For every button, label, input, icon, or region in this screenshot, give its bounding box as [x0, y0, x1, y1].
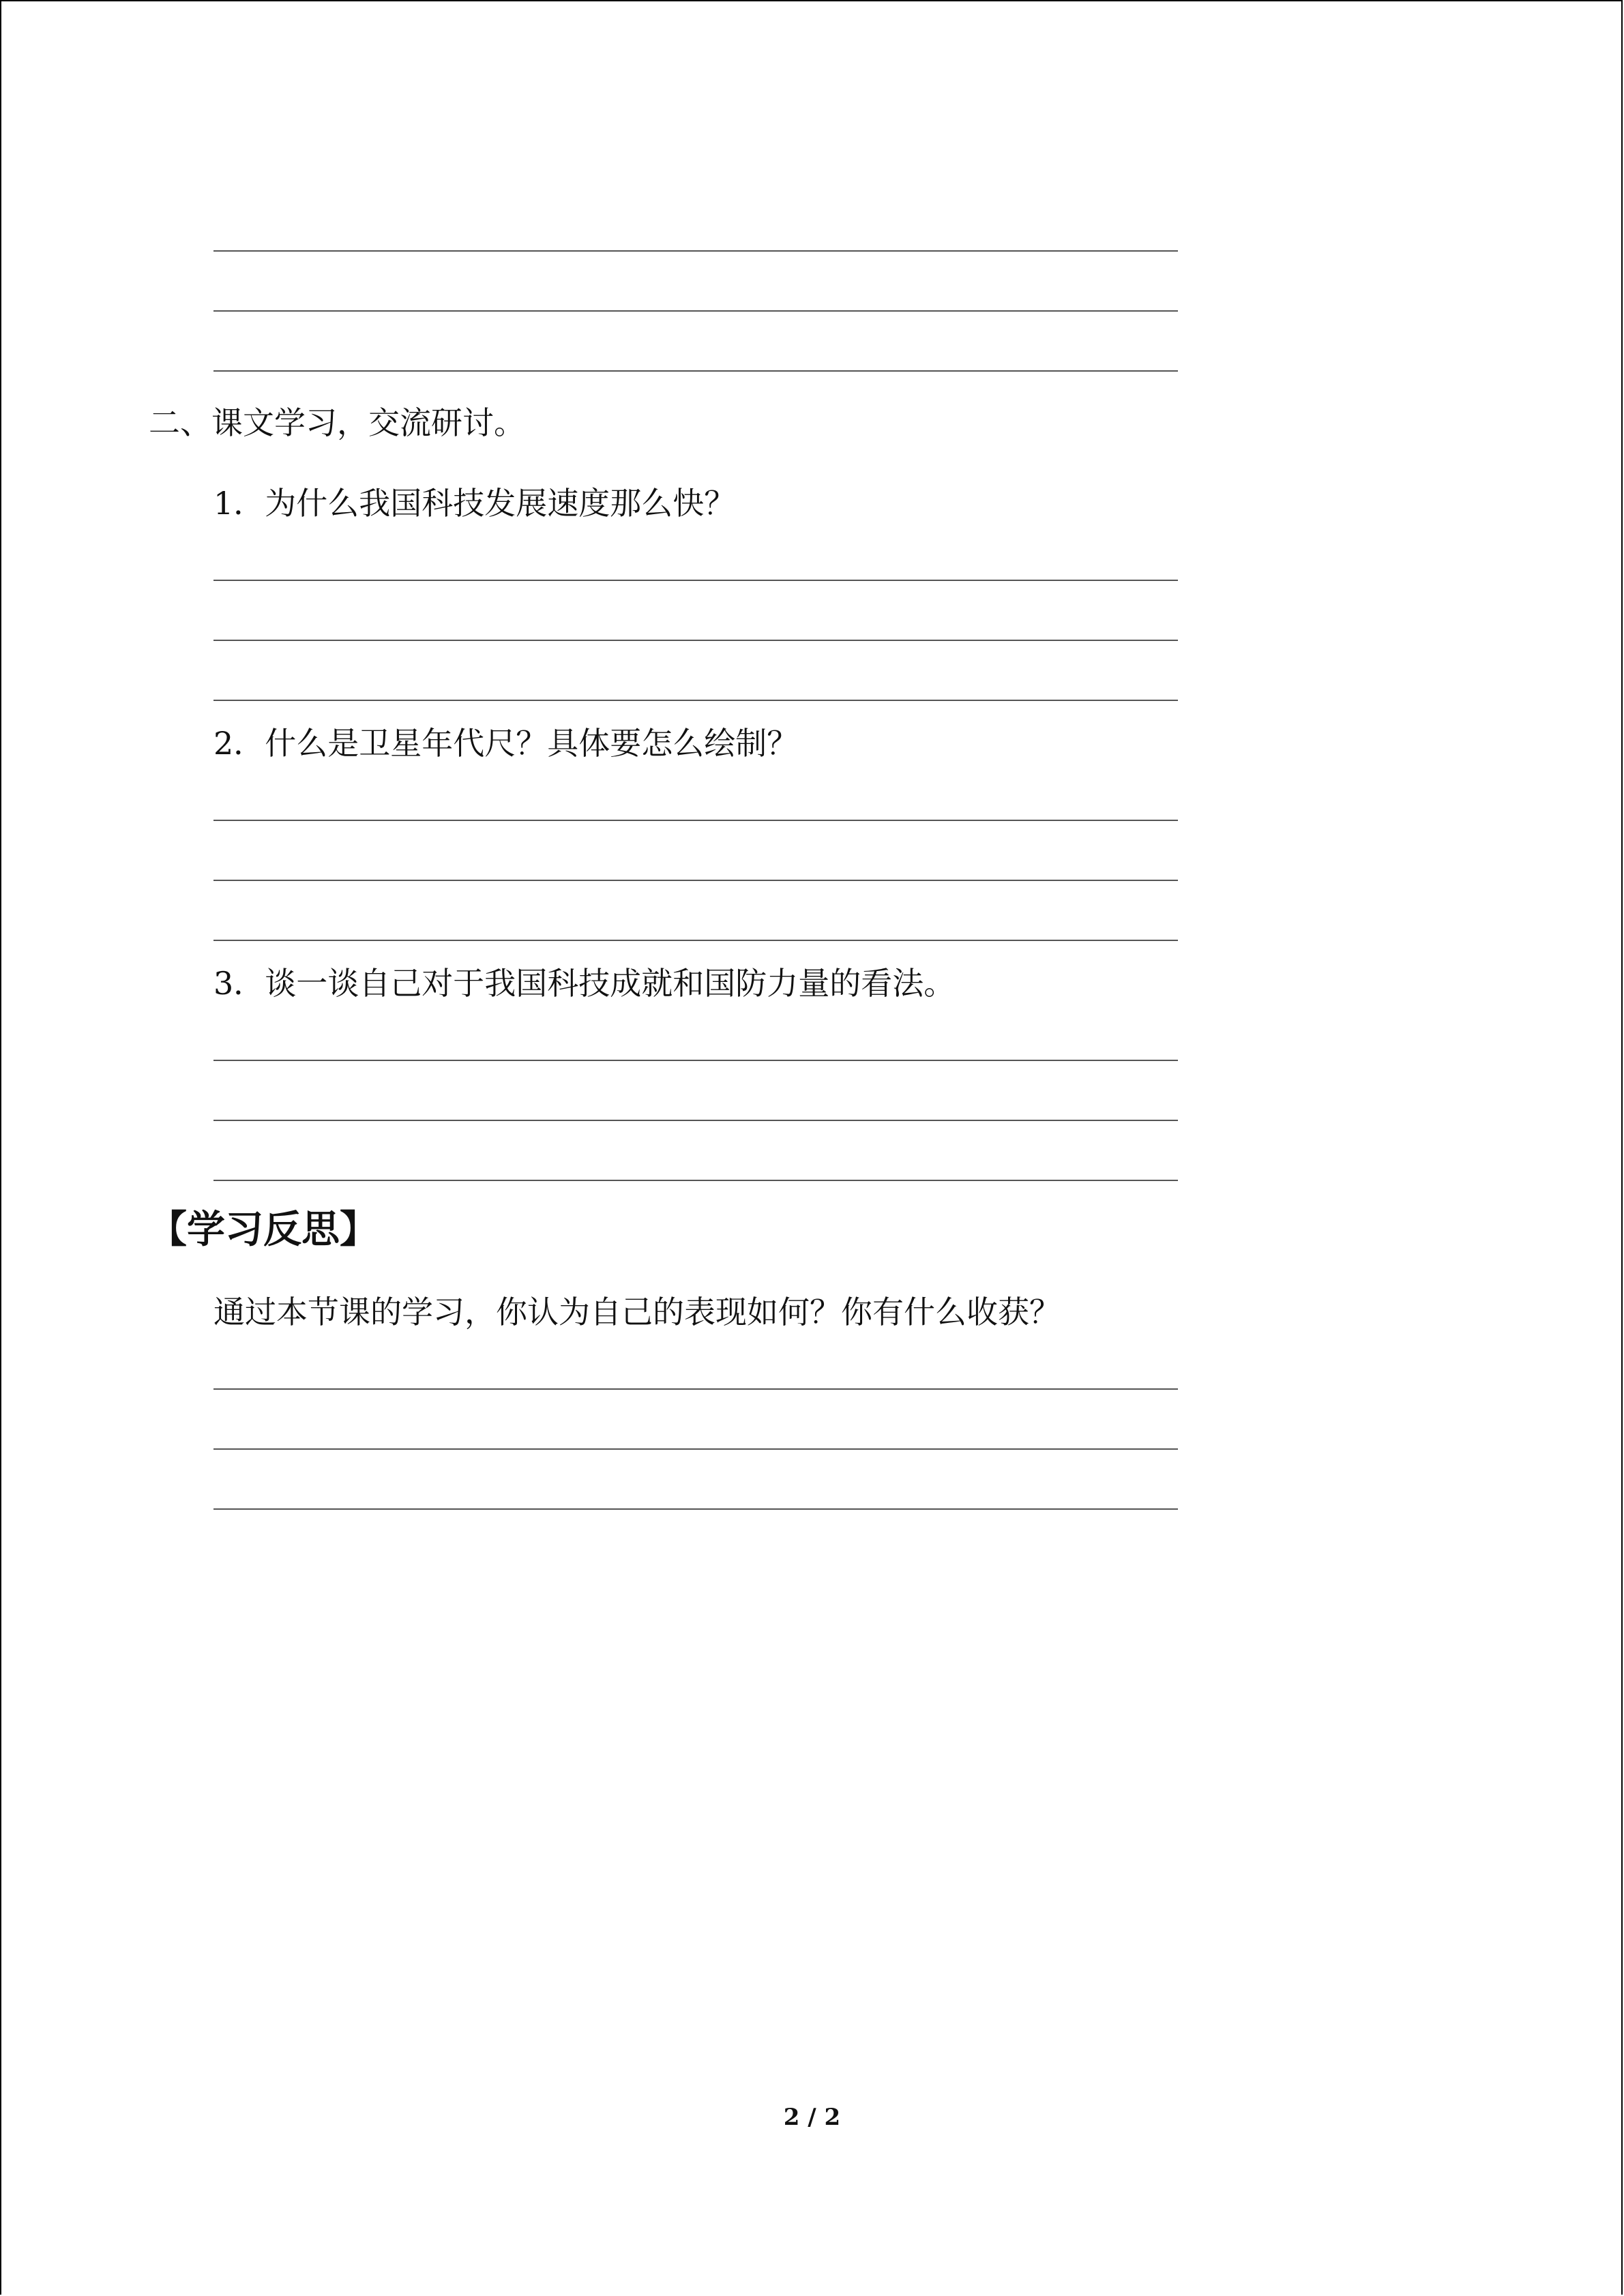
answer-line[interactable] [213, 580, 1178, 581]
reflection-prompt: 通过本节课的学习，你认为自己的表现如何？你有什么收获？ [213, 1294, 1061, 1330]
answer-line[interactable] [213, 1448, 1178, 1450]
reflection-heading: 【学习反思】 [149, 1207, 378, 1252]
question-1: 1．为什么我国科技发展速度那么快？ [213, 485, 736, 522]
answer-line[interactable] [213, 820, 1178, 821]
question-3: 3．谈一谈自己对于我国科技成就和国防力量的看法。 [213, 965, 956, 1002]
section-heading: 二、课文学习，交流研讨。 [149, 404, 525, 441]
answer-line[interactable] [213, 370, 1178, 372]
answer-line[interactable] [213, 880, 1178, 881]
question-2: 2．什么是卫星年代尺？具体要怎么绘制？ [213, 725, 799, 762]
answer-line[interactable] [213, 1060, 1178, 1061]
answer-line[interactable] [213, 1180, 1178, 1181]
answer-line[interactable] [213, 250, 1178, 252]
answer-line[interactable] [213, 1508, 1178, 1510]
answer-line[interactable] [213, 310, 1178, 312]
answer-line[interactable] [213, 1120, 1178, 1121]
page-number: 2 / 2 [783, 2104, 841, 2131]
answer-line[interactable] [213, 1388, 1178, 1390]
answer-line[interactable] [213, 940, 1178, 941]
answer-line[interactable] [213, 700, 1178, 701]
answer-line[interactable] [213, 640, 1178, 641]
